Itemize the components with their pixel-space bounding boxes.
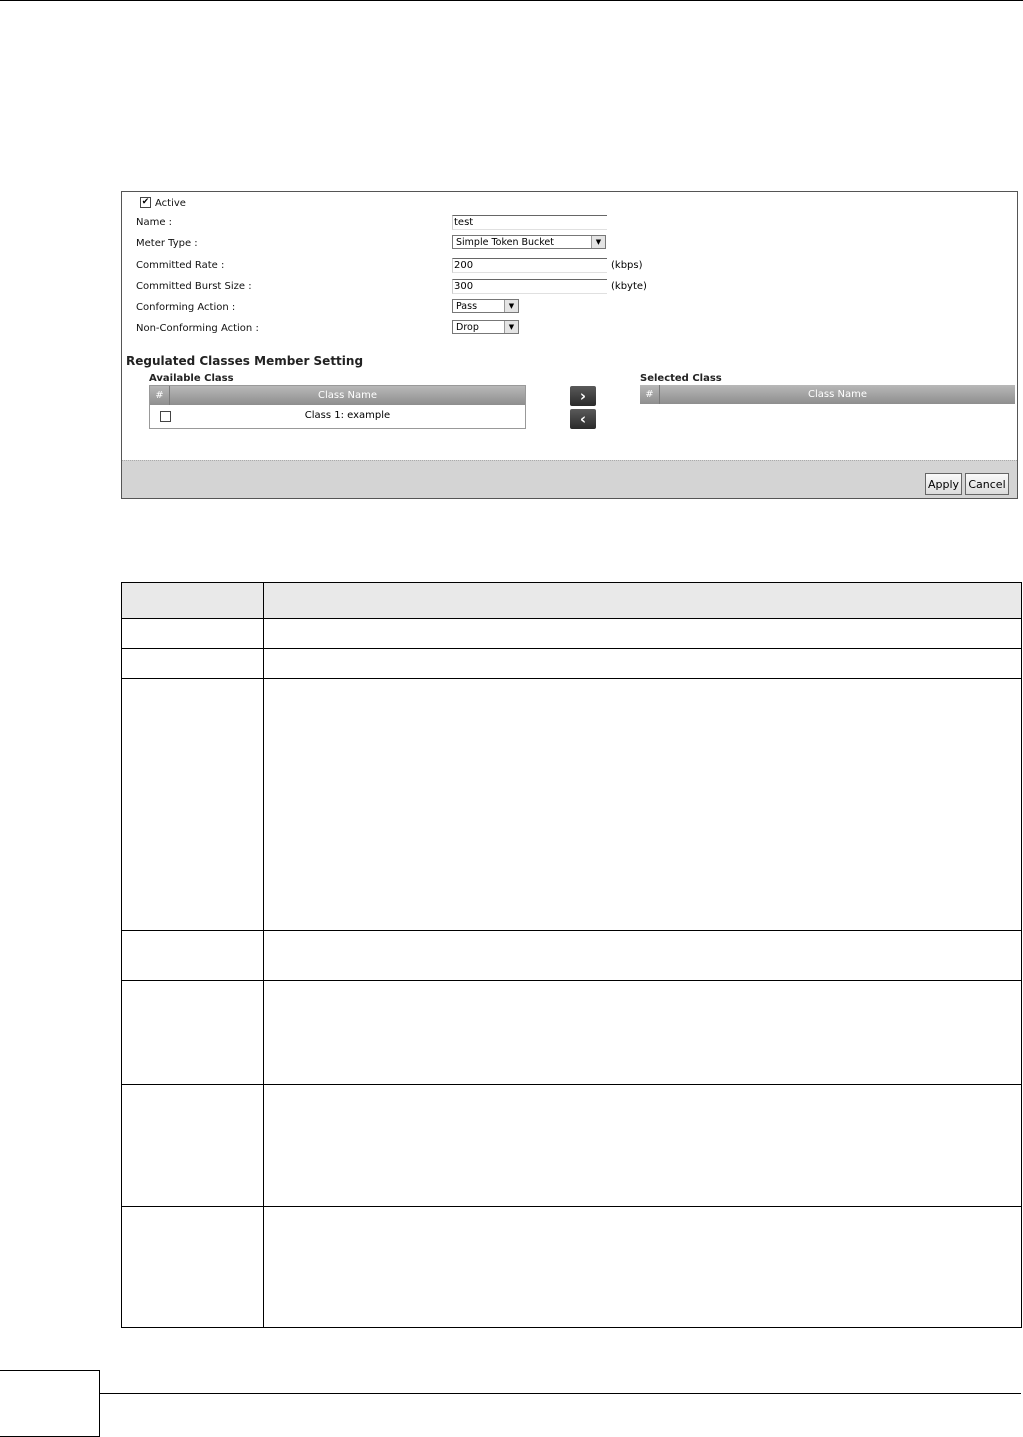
- committed-burst-unit: (kbyte): [611, 281, 647, 292]
- selected-class-table: [640, 385, 1015, 405]
- committed-rate-label: Committed Rate :: [136, 260, 225, 271]
- available-class-title: Available Class: [149, 373, 234, 384]
- chevron-down-icon: ▼: [504, 321, 518, 333]
- button-bar: [122, 460, 1017, 499]
- add-to-selected-button[interactable]: [570, 386, 596, 406]
- active-label: Active: [155, 198, 186, 209]
- table-row: [122, 1085, 1021, 1207]
- class-name-column-header[interactable]: Class Name: [318, 390, 377, 401]
- meter-type-value: Simple Token Bucket: [456, 237, 555, 248]
- table-header: [150, 386, 525, 405]
- nonconforming-action-value: Drop: [456, 322, 479, 333]
- table-row: [122, 679, 1021, 931]
- committed-burst-label: Committed Burst Size :: [136, 281, 252, 292]
- name-label: Name :: [136, 217, 173, 228]
- nonconforming-action-label: Non-Conforming Action :: [136, 323, 259, 334]
- conforming-action-select[interactable]: [452, 299, 519, 313]
- hash-column-header: #: [150, 386, 170, 405]
- table-row: [122, 1207, 1021, 1327]
- hash-column-header: #: [640, 385, 660, 404]
- table-row: [122, 981, 1021, 1085]
- committed-burst-input[interactable]: 300: [452, 279, 607, 294]
- footer-rule: [100, 1393, 1021, 1394]
- table-row[interactable]: [150, 406, 525, 426]
- page-top-rule: [0, 0, 1023, 1]
- meter-type-select[interactable]: [452, 235, 606, 249]
- chevron-left-icon: ‹: [579, 410, 587, 428]
- table-row: [122, 619, 1021, 649]
- selected-class-title: Selected Class: [640, 373, 722, 384]
- table-header-row: [122, 583, 1021, 619]
- committed-rate-input[interactable]: 200: [452, 258, 607, 273]
- description-table: [121, 582, 1022, 1328]
- apply-button[interactable]: Apply: [925, 473, 962, 495]
- conforming-action-value: Pass: [456, 301, 478, 312]
- class-name-column-header[interactable]: Class Name: [808, 389, 867, 400]
- meter-type-label: Meter Type :: [136, 238, 198, 249]
- nonconforming-action-select[interactable]: [452, 320, 519, 334]
- name-input[interactable]: test: [452, 215, 607, 230]
- section-title: Regulated Classes Member Setting: [126, 354, 364, 368]
- table-row: [122, 649, 1021, 679]
- table-row: [122, 931, 1021, 981]
- cancel-button[interactable]: Cancel: [965, 473, 1009, 495]
- conforming-action-label: Conforming Action :: [136, 302, 236, 313]
- class-name-cell: Class 1: example: [304, 410, 391, 421]
- remove-from-selected-button[interactable]: [570, 409, 596, 429]
- available-class-table: [149, 385, 526, 429]
- committed-rate-unit: (kbps): [611, 260, 643, 271]
- chevron-right-icon: ›: [579, 387, 587, 405]
- table-header: [640, 385, 1015, 404]
- page-number-box: [0, 1370, 100, 1437]
- chevron-down-icon: ▼: [504, 300, 518, 312]
- meter-config-panel: [121, 191, 1018, 499]
- active-checkbox[interactable]: ✔: [141, 197, 150, 207]
- chevron-down-icon: ▼: [591, 236, 605, 248]
